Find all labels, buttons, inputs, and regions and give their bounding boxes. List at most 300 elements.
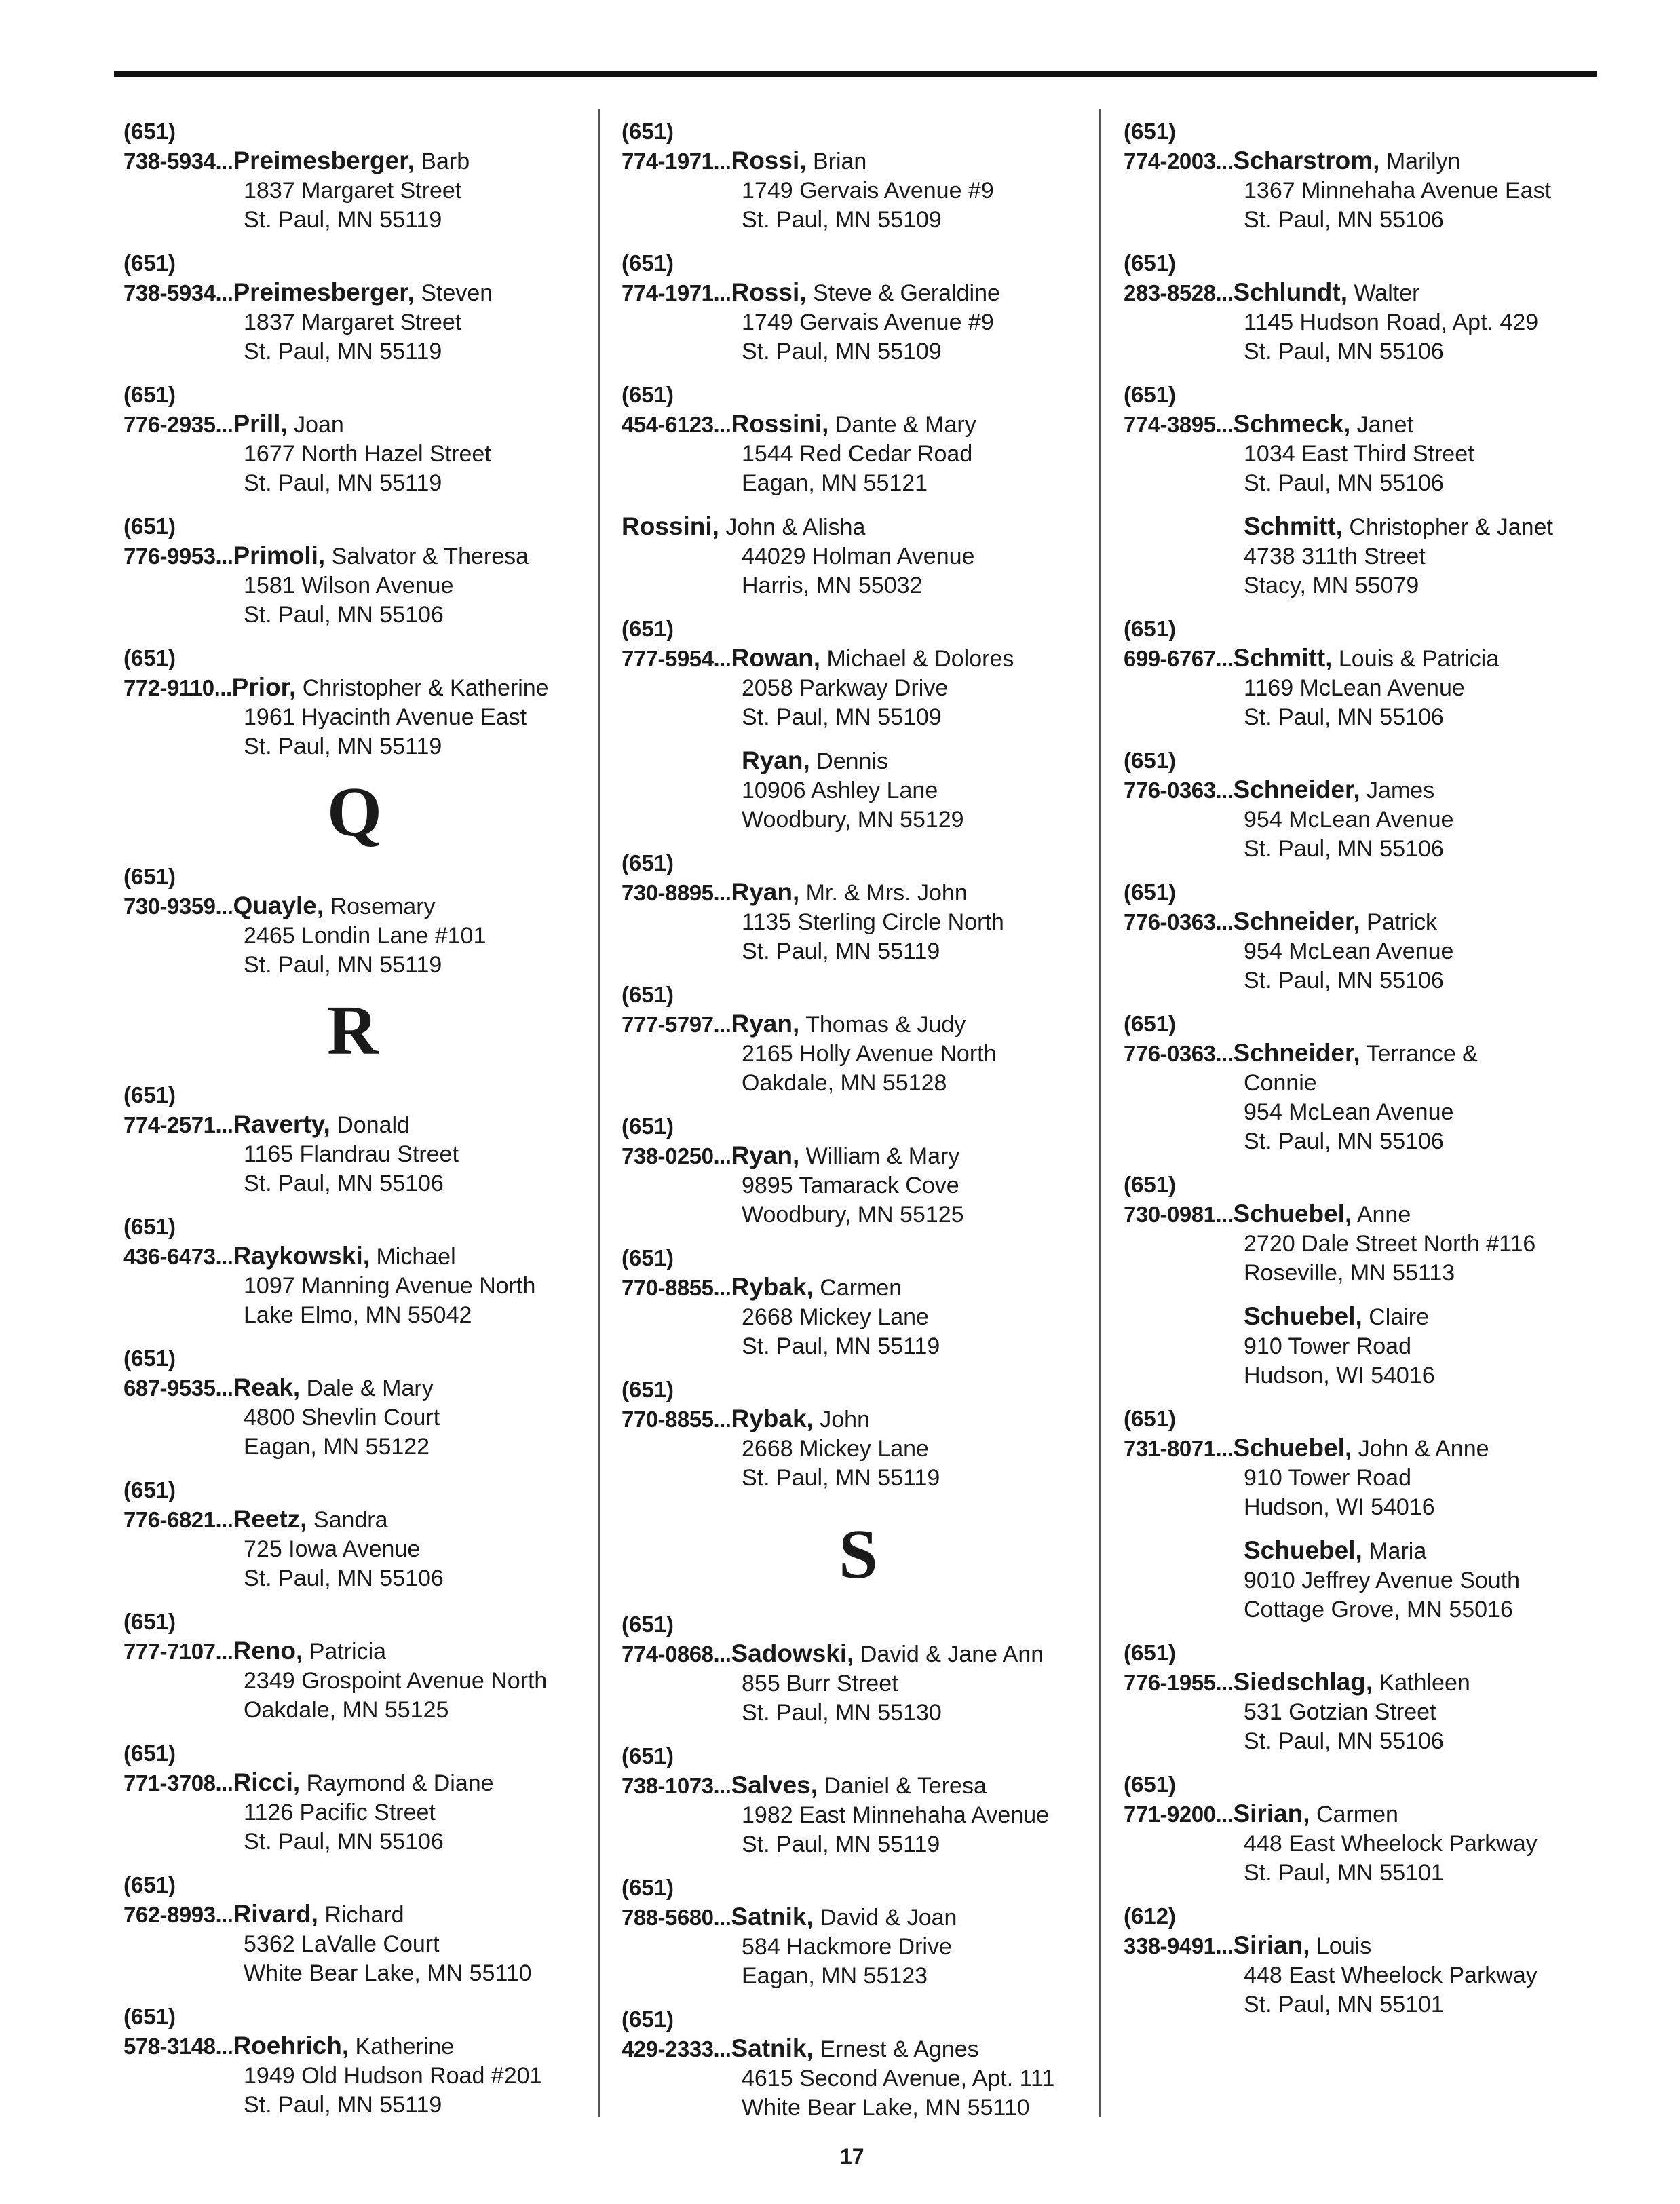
listing-name-line xyxy=(1124,1536,1612,1566)
surname: Salves, xyxy=(731,1771,818,1799)
city-state-zip: Hudson, WI 54016 xyxy=(1244,1494,1435,1520)
surname: Ricci, xyxy=(233,1768,301,1796)
listing-name-line xyxy=(123,1768,612,1798)
surname: Prill, xyxy=(233,410,288,438)
surname: Rossini, xyxy=(622,512,719,540)
street-address: 9895 Tamarack Cove xyxy=(742,1173,959,1198)
listing-entry xyxy=(622,848,1110,966)
street-address: 1837 Margaret Street xyxy=(244,309,462,335)
listing-entry xyxy=(1124,614,1612,732)
given-names: Walter xyxy=(1348,280,1420,306)
city-state-zip: St. Paul, MN 55119 xyxy=(244,470,442,496)
city-state-zip: St. Paul, MN 55106 xyxy=(1244,704,1444,730)
listing-name-line xyxy=(1124,1038,1612,1069)
street-address: 1749 Gervais Avenue #9 xyxy=(742,309,994,335)
street-address: 10906 Ashley Lane xyxy=(742,778,938,803)
street-address: 2668 Mickey Lane xyxy=(742,1436,929,1462)
surname: Raverty, xyxy=(233,1110,330,1138)
listing-entry xyxy=(1124,380,1612,498)
area-code: (651) xyxy=(1124,119,1177,144)
phone-number: 730-0981... xyxy=(1124,1202,1234,1227)
given-names: Carmen xyxy=(813,1275,902,1301)
area-code: (651) xyxy=(622,1743,674,1768)
given-names: Patrick xyxy=(1360,909,1437,935)
given-names: Dante & Mary xyxy=(828,412,976,438)
street-address: 2058 Parkway Drive xyxy=(742,675,949,701)
listing-entry xyxy=(622,746,1110,835)
area-code: (651) xyxy=(123,1872,176,1897)
city-state-zip: St. Paul, MN 55109 xyxy=(742,207,942,233)
given-names: Richard xyxy=(318,1902,404,1928)
phone-number: 730-9359... xyxy=(123,894,233,919)
area-code: (651) xyxy=(123,514,176,539)
city-state-zip: Cottage Grove, MN 55016 xyxy=(1244,1597,1513,1622)
phone-number: 738-0250... xyxy=(622,1143,731,1168)
area-code: (651) xyxy=(123,2004,176,2029)
surname: Schlundt, xyxy=(1233,278,1348,306)
listing-entry xyxy=(1124,117,1612,235)
given-names: Sandra xyxy=(307,1507,388,1533)
surname: Raykowski, xyxy=(233,1242,370,1270)
street-address: 44029 Holman Avenue xyxy=(742,544,975,569)
street-address: 910 Tower Road xyxy=(1244,1333,1411,1359)
city-state-zip: St. Paul, MN 55119 xyxy=(244,734,442,759)
surname: Rossi, xyxy=(731,278,807,306)
area-code: (651) xyxy=(1124,382,1177,407)
listing-name-line xyxy=(1124,1799,1612,1829)
surname: Schuebel, xyxy=(1244,1536,1362,1564)
area-code: (651) xyxy=(123,645,176,670)
listing-entry xyxy=(622,512,1110,601)
city-state-zip: Harris, MN 55032 xyxy=(742,573,923,598)
street-address: 448 East Wheelock Parkway xyxy=(1244,1831,1538,1857)
given-names: Maria xyxy=(1362,1538,1427,1564)
listing-entry xyxy=(1124,1770,1612,1888)
page-number: 17 xyxy=(840,2144,864,2169)
city-state-zip: St. Paul, MN 55106 xyxy=(244,1565,444,1591)
listing-name-line xyxy=(622,1272,1110,1303)
listing-entry xyxy=(1124,1302,1612,1390)
listing-entry xyxy=(123,1607,612,1725)
street-address: 1949 Old Hudson Road #201 xyxy=(244,2063,543,2089)
street-address: 4738 311th Street xyxy=(1244,544,1426,569)
area-code: (651) xyxy=(123,1346,176,1371)
given-names: Claire xyxy=(1362,1304,1430,1330)
listing-name-line xyxy=(1124,512,1612,542)
street-address: 2465 Londin Lane #101 xyxy=(244,923,486,949)
listing-entry xyxy=(622,117,1110,235)
street-address: 1135 Sterling Circle North xyxy=(742,909,1004,935)
city-state-zip: St. Paul, MN 55106 xyxy=(244,1829,444,1855)
area-code: (651) xyxy=(1124,250,1177,276)
street-address: 1961 Hyacinth Avenue East xyxy=(244,704,527,730)
street-address: 9010 Jeffrey Avenue South xyxy=(1244,1568,1521,1593)
given-names: Louis xyxy=(1310,1933,1372,1959)
listing-entry xyxy=(123,1080,612,1198)
listing-name-line xyxy=(1124,146,1612,176)
surname: Schneider, xyxy=(1233,1039,1360,1067)
city-state-zip: Eagan, MN 55121 xyxy=(742,470,928,496)
surname: Rivard, xyxy=(233,1900,318,1928)
area-code: (651) xyxy=(622,1875,674,1900)
listing-entry xyxy=(1124,1536,1612,1624)
phone-number: 777-5797... xyxy=(622,1012,731,1037)
given-names: David & Jane Ann xyxy=(854,1641,1044,1667)
phone-number: 730-8895... xyxy=(622,880,731,905)
given-names: Brian xyxy=(806,149,867,174)
given-names: Raymond & Diane xyxy=(300,1770,494,1796)
listing-entry xyxy=(1124,1901,1612,2019)
phone-number: 699-6767... xyxy=(1124,646,1234,671)
phone-number: 687-9535... xyxy=(123,1375,233,1401)
section-letter: Q xyxy=(327,773,382,851)
phone-number: 776-2935... xyxy=(123,412,233,437)
listing-entry xyxy=(123,248,612,366)
surname: Rybak, xyxy=(731,1405,814,1432)
listing-entry xyxy=(123,862,612,980)
area-code: (651) xyxy=(622,382,674,407)
given-names: Patricia xyxy=(303,1639,387,1665)
given-names: John xyxy=(813,1407,870,1432)
listing-name-line xyxy=(123,672,612,703)
listing-name-line xyxy=(123,1899,612,1930)
listing-name-line xyxy=(622,1009,1110,1040)
surname: Sirian, xyxy=(1233,1931,1310,1959)
given-names: Daniel & Teresa xyxy=(818,1773,987,1799)
listing-name-line xyxy=(1124,1667,1612,1698)
city-state-zip: St. Paul, MN 55119 xyxy=(244,952,442,978)
phone-number: 774-2571... xyxy=(123,1112,233,1137)
listing-name-line xyxy=(123,2031,612,2062)
area-code: (651) xyxy=(123,250,176,276)
listing-name-line xyxy=(622,512,1110,542)
area-code: (651) xyxy=(123,1214,176,1239)
street-address: 531 Gotzian Street xyxy=(1244,1699,1436,1725)
city-state-zip: St. Paul, MN 55119 xyxy=(742,1465,940,1491)
area-code: (651) xyxy=(123,1609,176,1634)
surname: Schmitt, xyxy=(1244,512,1343,540)
surname: Reetz, xyxy=(233,1505,307,1533)
area-code: (651) xyxy=(1124,748,1177,773)
listing-name-line xyxy=(1124,278,1612,308)
listing-entry xyxy=(1124,1009,1612,1156)
given-names: William & Mary xyxy=(799,1143,960,1169)
area-code: (651) xyxy=(1124,1772,1177,1797)
given-names: Anne xyxy=(1352,1202,1411,1228)
city-state-zip: St. Paul, MN 55106 xyxy=(244,1171,444,1196)
surname: Primoli, xyxy=(233,542,326,569)
street-address: 1034 East Third Street xyxy=(1244,441,1474,467)
area-code: (651) xyxy=(123,864,176,889)
listing-name-line xyxy=(123,1504,612,1535)
surname: Scharstrom, xyxy=(1233,147,1380,174)
city-state-zip: St. Paul, MN 55119 xyxy=(244,207,442,233)
listing-entry xyxy=(123,512,612,630)
city-state-zip: Oakdale, MN 55125 xyxy=(244,1697,449,1723)
area-code: (651) xyxy=(1124,1172,1177,1197)
surname: Sirian, xyxy=(1233,1800,1310,1827)
street-address: 2668 Mickey Lane xyxy=(742,1304,929,1330)
phone-number: 436-6473... xyxy=(123,1244,233,1269)
listing-entry xyxy=(123,1212,612,1330)
given-names: Ernest & Agnes xyxy=(813,2036,979,2062)
surname: Reno, xyxy=(233,1637,303,1665)
area-code: (651) xyxy=(622,616,674,641)
city-state-zip: St. Paul, MN 55109 xyxy=(742,704,942,730)
surname: Rowan, xyxy=(731,644,821,672)
area-code: (651) xyxy=(123,1477,176,1502)
surname: Ryan, xyxy=(731,1141,800,1169)
listing-name-line xyxy=(1124,1199,1612,1230)
given-names: Marilyn xyxy=(1379,149,1461,174)
listing-name-line xyxy=(622,1902,1110,1933)
city-state-zip: St. Paul, MN 55119 xyxy=(742,938,940,964)
listing-entry xyxy=(123,117,612,235)
given-names: David & Joan xyxy=(813,1905,957,1931)
city-state-zip: St. Paul, MN 55106 xyxy=(1244,836,1444,862)
city-state-zip: Eagan, MN 55123 xyxy=(742,1963,928,1989)
area-code: (651) xyxy=(123,1741,176,1766)
phone-number: 776-0363... xyxy=(1124,1041,1234,1066)
given-names: Michael & Dolores xyxy=(820,646,1014,672)
surname: Schneider, xyxy=(1233,776,1360,803)
area-code: (651) xyxy=(123,119,176,144)
area-code: (651) xyxy=(622,850,674,875)
listing-entry xyxy=(123,380,612,498)
city-state-zip: White Bear Lake, MN 55110 xyxy=(244,1960,532,1986)
city-state-zip: Lake Elmo, MN 55042 xyxy=(244,1302,472,1328)
given-names: Louis & Patricia xyxy=(1332,646,1500,672)
listing-entry xyxy=(622,2004,1110,2123)
listing-name-line xyxy=(1124,775,1612,805)
listing-name-line xyxy=(123,146,612,176)
listing-name-line xyxy=(1124,1931,1612,1961)
area-code: (651) xyxy=(123,382,176,407)
listing-name-line xyxy=(622,409,1110,440)
street-address: 5362 LaValle Court xyxy=(244,1931,440,1957)
given-names: Michael xyxy=(370,1244,456,1270)
street-address: 954 McLean Avenue xyxy=(1244,807,1454,833)
city-state-zip: St. Paul, MN 55106 xyxy=(1244,207,1444,233)
surname: Prior, xyxy=(231,673,297,701)
listing-entry xyxy=(622,980,1110,1098)
street-address: 954 McLean Avenue xyxy=(1244,1099,1454,1125)
phone-number: 771-9200... xyxy=(1124,1802,1234,1827)
street-address: 855 Burr Street xyxy=(742,1671,898,1696)
city-state-zip: St. Paul, MN 55119 xyxy=(742,1831,940,1857)
listing-entry xyxy=(123,1870,612,1988)
city-state-zip: Roseville, MN 55113 xyxy=(1244,1260,1455,1286)
phone-number: 774-1971... xyxy=(622,280,731,305)
surname: Schuebel, xyxy=(1233,1434,1352,1462)
phone-number: 731-8071... xyxy=(1124,1436,1234,1461)
city-state-zip: Eagan, MN 55122 xyxy=(244,1434,430,1460)
street-address: 725 Iowa Avenue xyxy=(244,1536,421,1562)
city-state-zip: Hudson, WI 54016 xyxy=(1244,1363,1435,1388)
given-names: Steven xyxy=(414,280,493,306)
listing-entry xyxy=(1124,248,1612,366)
city-state-zip: St. Paul, MN 55106 xyxy=(1244,968,1444,993)
street-address: 1837 Margaret Street xyxy=(244,178,462,204)
listing-entry xyxy=(622,380,1110,498)
given-names: Salvator & Theresa xyxy=(325,544,529,569)
listing-name-line xyxy=(1124,907,1612,937)
surname: Rossini, xyxy=(731,410,829,438)
city-state-zip: White Bear Lake, MN 55110 xyxy=(742,2095,1030,2121)
given-names: James xyxy=(1360,778,1435,803)
area-code: (651) xyxy=(1124,1406,1177,1431)
listing-entry xyxy=(123,1475,612,1593)
city-state-zip: St. Paul, MN 55106 xyxy=(1244,339,1444,364)
phone-number: 772-9110... xyxy=(123,675,232,700)
listing-entry xyxy=(622,1741,1110,1859)
city-state-zip: St. Paul, MN 55106 xyxy=(1244,1128,1444,1154)
given-names: Janet xyxy=(1350,412,1413,438)
listing-entry xyxy=(1124,1404,1612,1522)
listing-name-line xyxy=(622,146,1110,176)
given-names: John & Alisha xyxy=(719,514,866,540)
listing-name-line xyxy=(622,643,1110,674)
given-names: Dennis xyxy=(809,748,889,774)
phone-number: 770-8855... xyxy=(622,1275,731,1300)
phone-number: 429-2333... xyxy=(622,2036,731,2062)
listing-entry xyxy=(622,614,1110,732)
listing-name-line xyxy=(123,409,612,440)
street-address: 2720 Dale Street North #116 xyxy=(1244,1231,1536,1257)
surname: Schuebel, xyxy=(1233,1200,1352,1228)
listing-entry xyxy=(622,248,1110,366)
surname: Rossi, xyxy=(731,147,807,174)
phone-number: 788-5680... xyxy=(622,1905,731,1930)
street-address: 1749 Gervais Avenue #9 xyxy=(742,178,994,204)
area-code: (651) xyxy=(622,2007,674,2032)
phone-number: 774-1971... xyxy=(622,149,731,174)
phone-number: 771-3708... xyxy=(123,1770,233,1796)
listing-entry xyxy=(1124,512,1612,601)
listing-name-line xyxy=(622,278,1110,308)
surname: Schmeck, xyxy=(1233,410,1351,438)
listing-entry xyxy=(622,1243,1110,1361)
surname: Ryan, xyxy=(731,878,800,906)
surname: Schuebel, xyxy=(1244,1302,1362,1330)
listing-name-line xyxy=(123,1241,612,1272)
listing-entry xyxy=(123,2002,612,2120)
directory-column-1 xyxy=(123,117,612,2133)
city-state-zip: Woodbury, MN 55129 xyxy=(742,807,964,833)
listing-name-line xyxy=(123,1373,612,1403)
listing-name-line xyxy=(1124,1302,1612,1332)
listing-entry xyxy=(1124,1638,1612,1756)
city-state-zip: St. Paul, MN 55101 xyxy=(1244,1860,1444,1886)
given-names: Rosemary xyxy=(324,894,436,919)
phone-number: 578-3148... xyxy=(123,2034,233,2059)
listing-name-line xyxy=(1124,643,1612,674)
listing-entry xyxy=(123,1344,612,1462)
street-address: 1097 Manning Avenue North xyxy=(244,1273,536,1299)
street-address: 2165 Holly Avenue North xyxy=(742,1041,997,1067)
listing-entry xyxy=(622,1610,1110,1728)
phone-number: 776-6821... xyxy=(123,1507,233,1532)
given-names: Barb xyxy=(414,149,470,174)
street-address: 954 McLean Avenue xyxy=(1244,938,1454,964)
phone-number: 776-0363... xyxy=(1124,778,1234,803)
street-address: 1677 North Hazel Street xyxy=(244,441,491,467)
city-state-zip: Stacy, MN 55079 xyxy=(1244,573,1419,598)
given-names-continued: Connie xyxy=(1244,1070,1317,1096)
listing-name-line xyxy=(1124,409,1612,440)
listing-name-line xyxy=(123,541,612,571)
surname: Quayle, xyxy=(233,892,324,919)
city-state-zip: St. Paul, MN 55130 xyxy=(742,1700,942,1726)
area-code: (651) xyxy=(622,982,674,1007)
phone-number: 738-5934... xyxy=(123,280,233,305)
street-address: 910 Tower Road xyxy=(1244,1465,1411,1491)
given-names: Katherine xyxy=(349,2034,455,2059)
area-code: (651) xyxy=(622,250,674,276)
listing-entry xyxy=(622,1873,1110,1991)
city-state-zip: St. Paul, MN 55119 xyxy=(244,339,442,364)
surname: Siedschlag, xyxy=(1233,1668,1373,1696)
street-address: 1165 Flandrau Street xyxy=(244,1141,459,1167)
surname: Ryan, xyxy=(731,1010,800,1038)
surname: Preimesberger, xyxy=(233,147,415,174)
listing-name-line xyxy=(622,1639,1110,1669)
listing-entry xyxy=(123,1738,612,1857)
phone-number: 738-1073... xyxy=(622,1773,731,1798)
listing-name-line xyxy=(123,1109,612,1140)
directory-column-2 xyxy=(622,117,1110,2136)
area-code: (651) xyxy=(1124,616,1177,641)
phone-number: 774-0868... xyxy=(622,1641,731,1667)
given-names: Christopher & Katherine xyxy=(296,675,549,701)
area-code: (651) xyxy=(123,1082,176,1107)
section-letter: R xyxy=(327,991,379,1069)
area-code: (651) xyxy=(1124,879,1177,905)
street-address: 1982 East Minnehaha Avenue xyxy=(742,1802,1050,1828)
phone-number: 776-9953... xyxy=(123,544,233,569)
area-code: (651) xyxy=(622,1612,674,1637)
phone-number: 283-8528... xyxy=(1124,280,1234,305)
street-address: 1126 Pacific Street xyxy=(244,1800,436,1825)
street-address: 1169 McLean Avenue xyxy=(1244,675,1465,701)
phone-number: 776-1955... xyxy=(1124,1670,1234,1695)
listing-name-line xyxy=(622,1770,1110,1801)
given-names: Carmen xyxy=(1310,1802,1398,1827)
given-names: Steve & Geraldine xyxy=(806,280,1000,306)
listing-name-line xyxy=(123,891,612,922)
listing-name-line xyxy=(123,1636,612,1667)
city-state-zip: Oakdale, MN 55128 xyxy=(742,1070,947,1096)
street-address: 448 East Wheelock Parkway xyxy=(1244,1962,1538,1988)
street-address: 1581 Wilson Avenue xyxy=(244,573,454,598)
area-code: (651) xyxy=(1124,1011,1177,1036)
surname: Reak, xyxy=(233,1373,301,1401)
city-state-zip: St. Paul, MN 55119 xyxy=(244,2092,442,2118)
listing-entry xyxy=(1124,877,1612,995)
given-names: Christopher & Janet xyxy=(1342,514,1553,540)
area-code: (651) xyxy=(1124,1640,1177,1665)
area-code: (651) xyxy=(622,1114,674,1139)
street-address: 1145 Hudson Road, Apt. 429 xyxy=(1244,309,1539,335)
surname: Schneider, xyxy=(1233,907,1360,935)
surname: Rybak, xyxy=(731,1273,814,1301)
street-address: 2349 Grospoint Avenue North xyxy=(244,1668,548,1694)
street-address: 584 Hackmore Drive xyxy=(742,1934,952,1960)
city-state-zip: St. Paul, MN 55101 xyxy=(1244,1992,1444,2017)
listing-name-line xyxy=(622,2034,1110,2064)
phone-number: 777-5954... xyxy=(622,646,731,671)
section-letter: S xyxy=(839,1515,878,1593)
